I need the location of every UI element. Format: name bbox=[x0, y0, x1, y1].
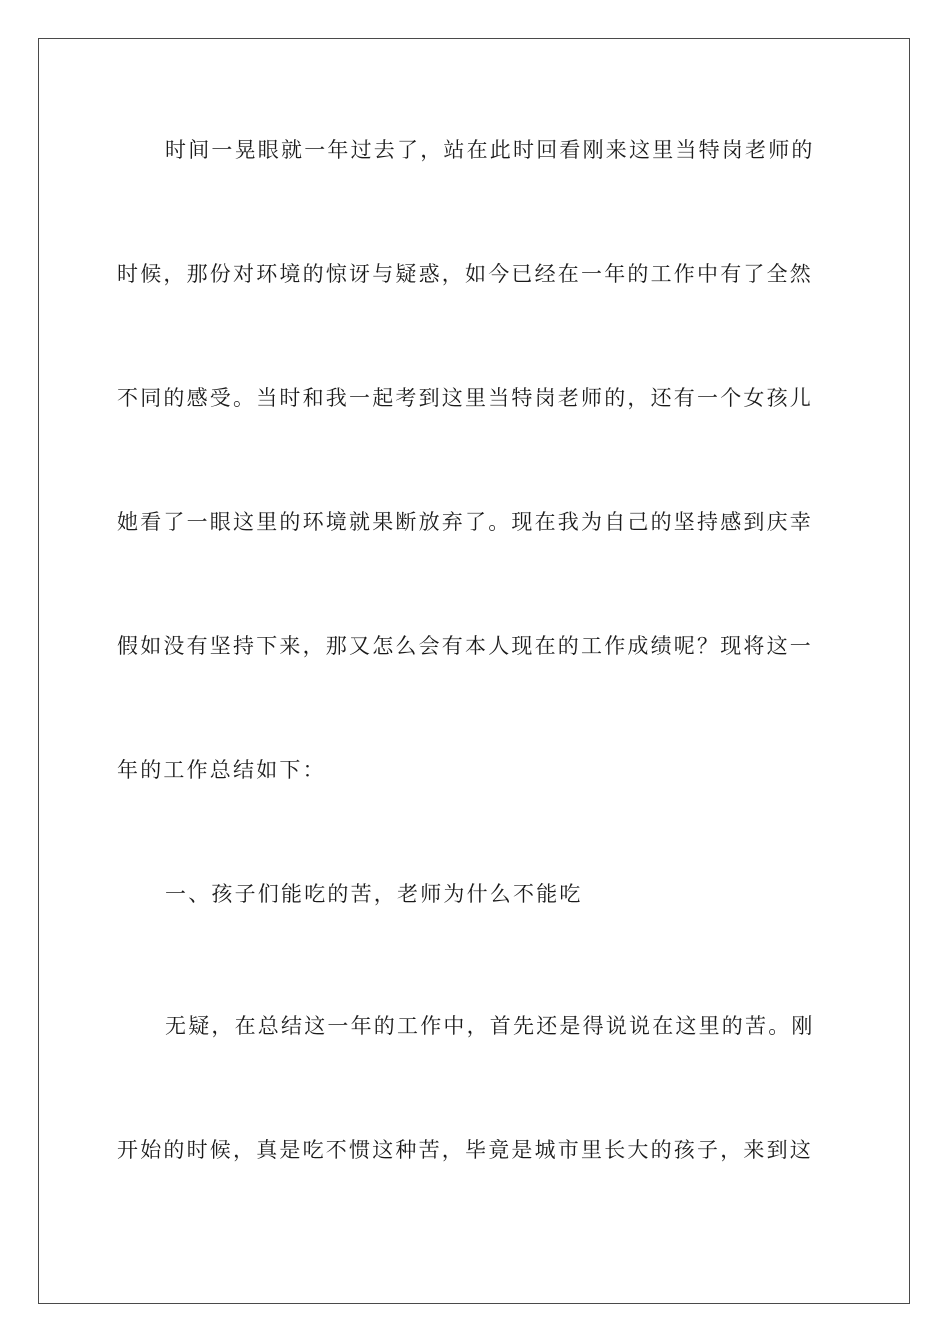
paragraph-line: 假如没有坚持下来，那又怎么会有本人现在的工作成绩呢？现将这一 bbox=[117, 634, 813, 658]
paragraph-line: 时候，那份对环境的惊讶与疑惑，如今已经在一年的工作中有了全然 bbox=[117, 262, 813, 286]
paragraph-line: 她看了一眼这里的环境就果断放弃了。现在我为自己的坚持感到庆幸 bbox=[117, 510, 813, 534]
paragraph-line: 不同的感受。当时和我一起考到这里当特岗老师的，还有一个女孩儿 bbox=[117, 386, 813, 410]
paragraph-line: 年的工作总结如下： bbox=[117, 758, 326, 782]
paragraph-line: 开始的时候，真是吃不惯这种苦，毕竟是城市里长大的孩子，来到这 bbox=[117, 1138, 813, 1162]
paragraph-line: 时间一晃眼就一年过去了，站在此时回看刚来这里当特岗老师的 bbox=[165, 138, 815, 162]
paragraph-line: 无疑，在总结这一年的工作中，首先还是得说说在这里的苦。刚 bbox=[165, 1014, 815, 1038]
page-border bbox=[38, 38, 910, 1304]
section-heading: 一、孩子们能吃的苦，老师为什么不能吃 bbox=[165, 882, 583, 906]
